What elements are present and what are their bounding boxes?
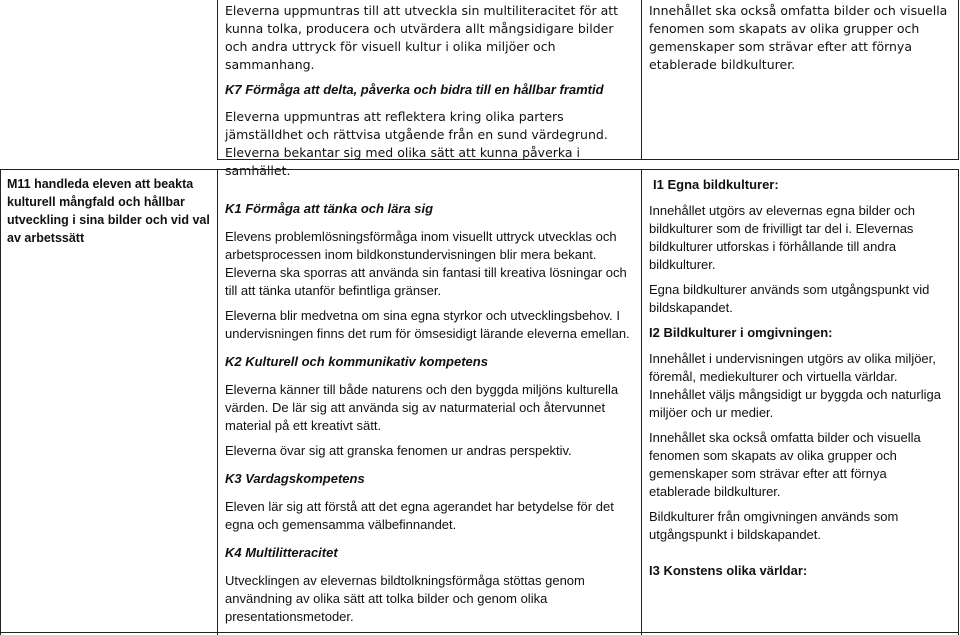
i2-heading: I2 Bildkulturer i omgivningen: [649, 325, 833, 340]
k3-para1: Eleven lär sig att förstå att det egna agerandet har betydelse för det egna och gemensamma välbefinnandet. [225, 499, 614, 532]
top-middle-para1: Eleverna uppmuntras till att utveckla sin multiliteracitet för att kunna tolka, producera och utvärdera allt mångsidigare bilder och andra uttryck för visuell kultur i olika miljöer och sammanhang. [225, 3, 619, 72]
k2-para2: Eleverna övar sig att granska fenomen ur andras perspektiv. [225, 443, 572, 458]
i2-para2: Innehållet ska också omfatta bilder och visuella fenomen som skapats av olika grupper och gemenskaper som strävar efter att förnya etablerade bildkulturer. [649, 430, 921, 499]
k2-heading: K2 Kulturell och kommunikativ kompetens [225, 354, 488, 369]
table-border-mid-top [641, 0, 642, 160]
table-border-col1 [217, 169, 218, 635]
top-middle-cell [225, 2, 637, 187]
i1-heading: I1 Egna bildkulturer: [653, 177, 779, 192]
table-border-left-top [217, 0, 218, 160]
k2-para1: Eleverna känner till både naturens och den byggda miljöns kulturella värden. De lär sig att använda sig av naturmaterial och återvunnet material på ett kreativt sätt. [225, 382, 619, 433]
k1-para2: Eleverna blir medvetna om sina egna styrkor och utvecklingsbehov. I undervisningen finns det rum för ömsesidigt lärande eleverna emellan. [225, 308, 630, 341]
competence-cell [225, 200, 635, 633]
k4-heading: K4 Multilitteracitet [225, 545, 338, 560]
objective-cell [7, 175, 212, 254]
top-middle-para2: Eleverna uppmuntras att reflektera kring olika parters jämställdhet och rättvisa utgående från en sund värdegrund. Eleverna bekantar sig med olika sätt att kunna påverka i samhället. [225, 109, 608, 178]
objective-m11: M11 handleda eleven att beakta kulturell mångfald och hållbar utveckling i sina bilder och vid val av arbetssätt [7, 177, 210, 245]
k4-para1: Utvecklingen av elevernas bildtolkningsförmåga stöttas genom användning av olika sätt att tolka bilder och genom olika presentationsmetoder. [225, 573, 585, 624]
table-border-outer-left [0, 169, 1, 635]
i1-para1: Innehållet utgörs av elevernas egna bilder och bildkulturer som de frivilligt tar del i. Elevernas bildkulturer utforskas i förhållande till andra bildkulturer. [649, 203, 915, 272]
i2-para3: Bildkulturer från omgivningen används som utgångspunkt i bildskapandet. [649, 509, 899, 542]
i3-heading: I3 Konstens olika världar: [649, 563, 808, 578]
table-border-right-top [958, 0, 959, 160]
table-border-col2 [641, 169, 642, 635]
k1-heading: K1 Förmåga att tänka och lära sig [225, 201, 434, 216]
table-border-outer-right [958, 169, 959, 635]
i2-para1: Innehållet i undervisningen utgörs av olika miljöer, föremål, mediekulturer och virtuella världar. Innehållet väljs mångsidigt ur byggda och naturliga miljöer och ur medier. [649, 351, 941, 420]
top-right-para1: Innehållet ska också omfatta bilder och visuella fenomen som skapats av olika grupper och gemenskaper som strävar efter att förnya etablerade bildkulturer. [649, 3, 948, 72]
k3-heading: K3 Vardagskompetens [225, 471, 365, 486]
k7-heading: K7 Förmåga att delta, påverka och bidra till en hållbar framtid [225, 82, 604, 97]
content-cell [649, 176, 951, 587]
k1-para1: Elevens problemlösningsförmåga inom visuellt uttryck utvecklas och arbetsprocessen inom bildkonstundervisningen blir mera bekant. Eleverna ska sporras att använda sin fantasi till kreativa lösningar och till att tänka utanför befintliga gränser. [225, 229, 627, 298]
top-right-cell [649, 2, 949, 81]
i1-para2: Egna bildkulturer används som utgångspunkt vid bildskapandet. [649, 282, 930, 315]
